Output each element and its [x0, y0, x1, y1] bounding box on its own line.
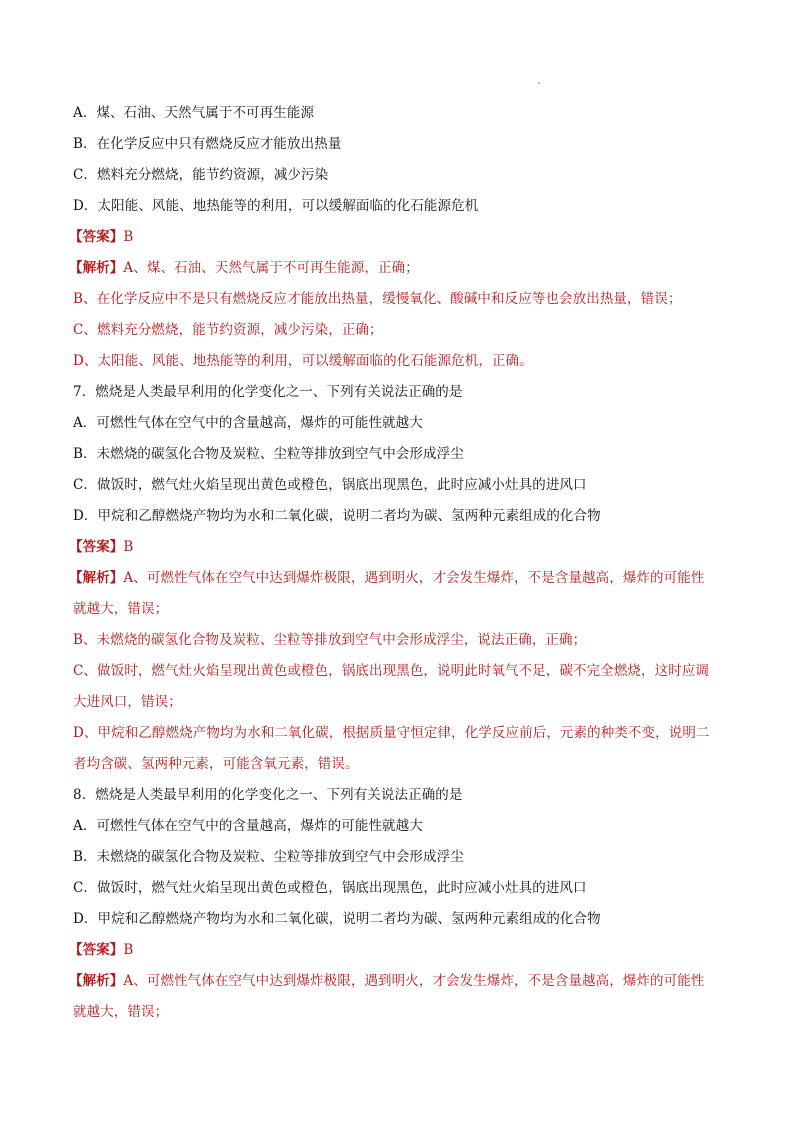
analysis-text: A、可燃性气体在空气中达到爆炸极限，遇到明火，才会发生爆炸，不是含量越高，爆炸的可能性 — [123, 973, 705, 989]
q7-answer — [69, 532, 728, 563]
analysis-tag: 【解析】 — [69, 260, 124, 276]
q6-option-b: B．在化学反应中只有燃烧反应才能放出热量 — [73, 136, 342, 152]
q7-analysis-line: C、做饭时，燃气灶火焰呈现出黄色或橙色，锅底出现黑色，说明此时氧气不足，碳不完全燃烧，这时应调 — [73, 663, 710, 679]
q8-analysis-line — [69, 966, 728, 997]
answer-tag: 【答案】 — [69, 229, 124, 245]
q7-stem: 7．燃烧是人类最早利用的化学变化之一、下列有关说法正确的是 — [73, 384, 463, 400]
q7-analysis-line: 大进风口，错误； — [73, 694, 182, 710]
q8-option-a: A．可燃性气体在空气中的含量越高，爆炸的可能性就越大 — [73, 818, 423, 834]
analysis-tag: 【解析】 — [69, 570, 124, 586]
q7-option-d: D．甲烷和乙醇燃烧产物均为水和二氧化碳，说明二者均为碳、氢两种元素组成的化合物 — [73, 508, 601, 524]
q7-option-c: C．做饭时，燃气灶火焰呈现出黄色或橙色，锅底出现黑色，此时应减小灶具的进风口 — [73, 477, 587, 493]
q7-analysis-line: D、甲烷和乙醇燃烧产物均为水和二氧化碳，根据质量守恒定律，化学反应前后，元素的种类不变，说明二 — [73, 725, 710, 741]
q7-analysis-line — [69, 563, 728, 594]
q7-option-b: B．未燃烧的碳氢化合物及炭粒、尘粒等排放到空气中会形成浮尘 — [73, 446, 464, 462]
q6-analysis-line: B、在化学反应中不是只有燃烧反应才能放出热量，缓慢氧化、酸碱中和反应等也会放出热量，错误； — [73, 291, 682, 307]
q7-analysis-line: B、未燃烧的碳氢化合物及炭粒、尘粒等排放到空气中会形成浮尘，说法正确，正确； — [73, 632, 587, 648]
page-mark — [538, 82, 540, 84]
q7-analysis-line: 者均含碳、氢两种元素，可能含氧元素，错误。 — [73, 756, 359, 772]
q7-analysis-line: 就越大，错误； — [73, 601, 169, 617]
q6-option-a: A．煤、石油、天然气属于不可再生能源 — [73, 105, 315, 121]
q7-option-a: A．可燃性气体在空气中的含量越高，爆炸的可能性就越大 — [73, 415, 423, 431]
answer-tag: 【答案】 — [69, 539, 124, 555]
answer-tag: 【答案】 — [69, 942, 124, 958]
analysis-tag: 【解析】 — [69, 973, 124, 989]
q8-answer — [69, 935, 728, 966]
q8-option-c: C．做饭时，燃气灶火焰呈现出黄色或橙色，锅底出现黑色，此时应减小灶具的进风口 — [73, 880, 587, 896]
answer-value: B — [123, 229, 134, 245]
q6-option-d: D．太阳能、风能、地热能等的利用，可以缓解面临的化石能源危机 — [73, 198, 479, 214]
q6-answer — [69, 222, 728, 253]
analysis-text: A、煤、石油、天然气属于不可再生能源，正确； — [123, 260, 419, 276]
q6-option-c: C．燃料充分燃烧，能节约资源，减少污染 — [73, 167, 329, 183]
q8-option-b: B．未燃烧的碳氢化合物及炭粒、尘粒等排放到空气中会形成浮尘 — [73, 849, 464, 865]
document-body — [69, 98, 728, 1028]
q8-option-d: D．甲烷和乙醇燃烧产物均为水和二氧化碳，说明二者均为碳、氢两种元素组成的化合物 — [73, 911, 601, 927]
answer-value: B — [123, 942, 134, 958]
q6-analysis-line: C、燃料充分燃烧，能节约资源，减少污染，正确； — [73, 322, 383, 338]
q6-analysis-line — [69, 253, 728, 284]
q8-stem: 8．燃烧是人类最早利用的化学变化之一、下列有关说法正确的是 — [73, 787, 463, 803]
analysis-text: A、可燃性气体在空气中达到爆炸极限，遇到明火，才会发生爆炸，不是含量越高，爆炸的可能性 — [123, 570, 705, 586]
answer-value: B — [123, 539, 134, 555]
q8-analysis-line: 就越大，错误； — [73, 1004, 169, 1020]
q6-analysis-line: D、太阳能、风能、地热能等的利用，可以缓解面临的化石能源危机，正确。 — [73, 353, 533, 369]
